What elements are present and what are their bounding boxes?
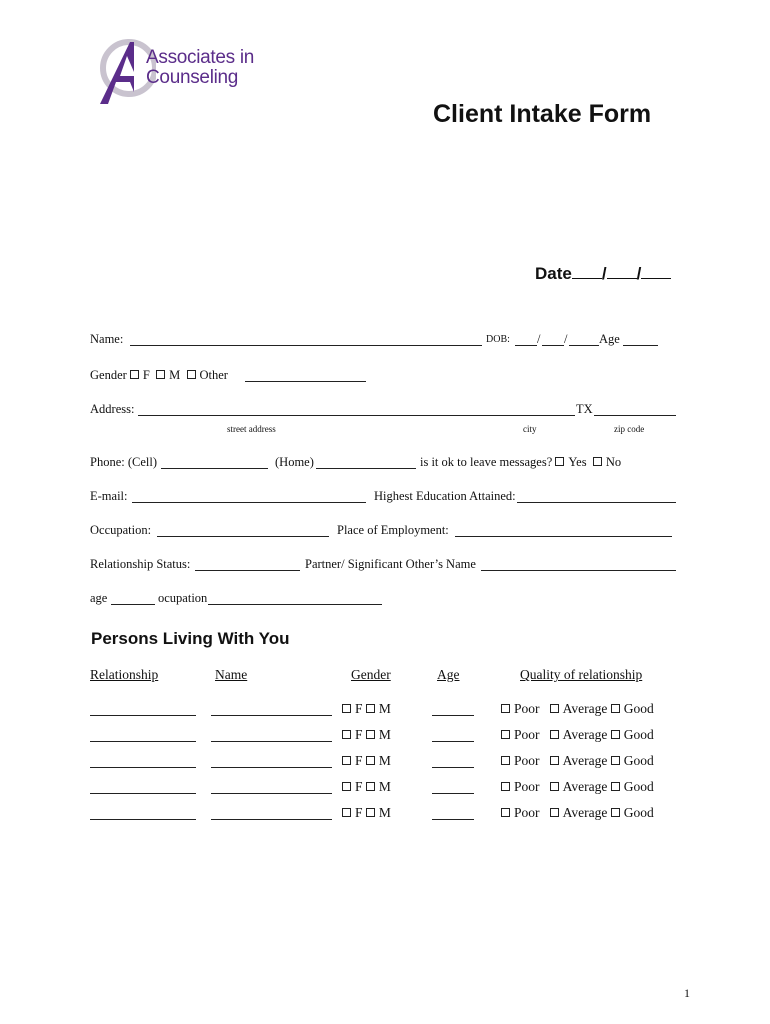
row-quality-good-checkbox[interactable]: [611, 782, 620, 791]
row-relationship-field[interactable]: [90, 807, 196, 820]
row-quality-good-checkbox[interactable]: [611, 704, 620, 713]
row-gender-m-checkbox[interactable]: [366, 808, 375, 817]
row-quality-good-label: Good: [623, 727, 654, 742]
row-gender-f-checkbox[interactable]: [342, 730, 351, 739]
row-gender-f-checkbox[interactable]: [342, 782, 351, 791]
partner-occupation-field[interactable]: [208, 592, 382, 605]
row-gender-m-checkbox[interactable]: [366, 730, 375, 739]
row-quality-poor-checkbox[interactable]: [501, 808, 510, 817]
row-quality-average-label: Average: [562, 805, 608, 820]
dob-month-field[interactable]: [515, 333, 537, 346]
zip-code-hint: zip code: [614, 424, 645, 434]
row-quality-good-label: Good: [623, 753, 654, 768]
row-gender-m-checkbox[interactable]: [366, 704, 375, 713]
row-gender-m-checkbox[interactable]: [366, 756, 375, 765]
name-field[interactable]: [130, 333, 482, 346]
dob-sep-2: /: [564, 332, 568, 346]
row-age-field[interactable]: [432, 807, 474, 820]
col-name: Name: [215, 667, 248, 682]
row-quality-options: [501, 727, 654, 743]
date-year-field[interactable]: [641, 266, 671, 279]
row-quality-average-label: Average: [562, 701, 608, 716]
date-month-field[interactable]: [572, 266, 602, 279]
col-age: Age: [437, 667, 460, 682]
row-quality-poor-checkbox[interactable]: [501, 756, 510, 765]
row-quality-options: [501, 701, 654, 717]
email-label: E-mail:: [90, 489, 128, 503]
dob-label: DOB:: [486, 334, 510, 345]
date-sep-1: /: [601, 264, 607, 283]
row-quality-average-checkbox[interactable]: [550, 808, 559, 817]
row-quality-poor-label: Poor: [514, 779, 540, 794]
education-field[interactable]: [517, 490, 676, 503]
row-gender-f-label: F: [355, 727, 363, 742]
row-quality-good-label: Good: [623, 701, 654, 716]
row-gender-options: [342, 701, 391, 717]
row-gender-options: [342, 805, 391, 821]
row-gender-options: [342, 753, 391, 769]
row-name-field[interactable]: [211, 703, 332, 716]
occupation-field[interactable]: [157, 524, 329, 537]
row-gender-m-checkbox[interactable]: [366, 782, 375, 791]
row-gender-m-label: M: [378, 727, 391, 742]
row-gender-f-label: F: [355, 805, 363, 820]
phone-cell-field[interactable]: [161, 456, 268, 469]
row-quality-good-label: Good: [623, 805, 654, 820]
row-name-field[interactable]: [211, 755, 332, 768]
leave-messages-question: is it ok to leave messages?: [420, 455, 553, 469]
phone-cell-label: Phone: (Cell): [90, 455, 158, 469]
logo-line-1: Associates in: [146, 47, 255, 68]
row-quality-average-label: Average: [562, 753, 608, 768]
messages-yes-checkbox[interactable]: [555, 457, 564, 466]
age-field[interactable]: [623, 333, 658, 346]
row-name-field[interactable]: [211, 807, 332, 820]
logo-line-2: Counseling: [146, 67, 239, 88]
row-quality-poor-label: Poor: [514, 753, 540, 768]
dob-sep-1: /: [537, 332, 541, 346]
row-name-field[interactable]: [211, 781, 332, 794]
page-title: Client Intake Form: [433, 100, 652, 128]
gender-f-checkbox[interactable]: [130, 370, 139, 379]
row-gender-m-label: M: [378, 805, 391, 820]
street-address-hint: street address: [227, 424, 276, 434]
persons-heading: Persons Living With You: [91, 629, 290, 648]
messages-row: [420, 455, 621, 470]
state-label: TX: [576, 402, 593, 416]
row-age-field[interactable]: [432, 755, 474, 768]
row-quality-options: [501, 805, 654, 821]
date-line: [535, 264, 671, 284]
messages-yes-label: Yes: [568, 455, 587, 469]
messages-no-label: No: [605, 455, 622, 469]
row-quality-poor-label: Poor: [514, 727, 540, 742]
row-gender-f-label: F: [355, 779, 363, 794]
row-gender-f-checkbox[interactable]: [342, 756, 351, 765]
row-gender-m-label: M: [378, 701, 391, 716]
row-age-field[interactable]: [432, 781, 474, 794]
education-label: Highest Education Attained:: [374, 489, 516, 503]
employment-label: Place of Employment:: [337, 523, 449, 537]
relationship-status-field[interactable]: [195, 558, 300, 571]
zip-field[interactable]: [594, 403, 676, 416]
partner-name-field[interactable]: [481, 558, 676, 571]
phone-home-label: (Home): [275, 455, 314, 469]
row-quality-poor-label: Poor: [514, 701, 540, 716]
row-quality-average-checkbox[interactable]: [550, 730, 559, 739]
address-label: Address:: [90, 402, 135, 416]
gender-label: Gender: [90, 368, 127, 382]
relationship-status-label: Relationship Status:: [90, 557, 191, 571]
row-quality-average-checkbox[interactable]: [550, 756, 559, 765]
gender-other-checkbox[interactable]: [187, 370, 196, 379]
name-label: Name:: [90, 332, 124, 346]
row-name-field[interactable]: [211, 729, 332, 742]
row-gender-m-label: M: [378, 779, 391, 794]
logo: [96, 36, 266, 108]
row-quality-poor-label: Poor: [514, 805, 540, 820]
row-relationship-field[interactable]: [90, 755, 196, 768]
row-gender-f-label: F: [355, 753, 363, 768]
partner-occupation-label: ocupation: [158, 591, 208, 605]
row-gender-options: [342, 779, 391, 795]
row-gender-m-label: M: [378, 753, 391, 768]
partner-age-field[interactable]: [111, 592, 155, 605]
row-quality-good-label: Good: [623, 779, 654, 794]
partner-age-label: age: [90, 591, 108, 605]
row-gender-f-checkbox[interactable]: [342, 704, 351, 713]
messages-no-checkbox[interactable]: [593, 457, 602, 466]
gender-m-checkbox[interactable]: [156, 370, 165, 379]
row-quality-poor-checkbox[interactable]: [501, 704, 510, 713]
age-label: Age: [599, 332, 620, 346]
dob-year-field[interactable]: [569, 333, 599, 346]
gender-row: [90, 368, 228, 383]
row-gender-f-label: F: [355, 701, 363, 716]
row-quality-good-checkbox[interactable]: [611, 730, 620, 739]
partner-name-label: Partner/ Significant Other’s Name: [305, 557, 476, 571]
dob-day-field[interactable]: [542, 333, 564, 346]
row-quality-options: [501, 753, 654, 769]
row-gender-options: [342, 727, 391, 743]
email-field[interactable]: [132, 490, 366, 503]
row-relationship-field[interactable]: [90, 729, 196, 742]
row-quality-good-checkbox[interactable]: [611, 756, 620, 765]
col-quality: Quality of relationship: [520, 667, 643, 682]
col-gender: Gender: [351, 667, 391, 682]
gender-m-label: M: [169, 368, 181, 382]
row-gender-f-checkbox[interactable]: [342, 808, 351, 817]
row-quality-average-checkbox[interactable]: [550, 782, 559, 791]
page-number: 1: [684, 986, 690, 1000]
city-hint: city: [523, 424, 537, 434]
row-relationship-field[interactable]: [90, 703, 196, 716]
row-quality-options: [501, 779, 654, 795]
row-age-field[interactable]: [432, 729, 474, 742]
address-field[interactable]: [138, 403, 575, 416]
row-age-field[interactable]: [432, 703, 474, 716]
row-relationship-field[interactable]: [90, 781, 196, 794]
gender-f-label: F: [142, 368, 150, 382]
col-relationship: Relationship: [90, 667, 159, 682]
occupation-label: Occupation:: [90, 523, 152, 537]
date-label: Date: [535, 264, 572, 283]
date-sep-2: /: [636, 264, 642, 283]
row-quality-average-label: Average: [562, 779, 608, 794]
phone-home-field[interactable]: [316, 456, 416, 469]
gender-other-field[interactable]: [245, 369, 366, 382]
row-quality-poor-checkbox[interactable]: [501, 730, 510, 739]
date-day-field[interactable]: [607, 266, 637, 279]
row-quality-good-checkbox[interactable]: [611, 808, 620, 817]
row-quality-poor-checkbox[interactable]: [501, 782, 510, 791]
row-quality-average-label: Average: [562, 727, 608, 742]
employment-field[interactable]: [455, 524, 672, 537]
row-quality-average-checkbox[interactable]: [550, 704, 559, 713]
gender-other-label: Other: [199, 368, 228, 382]
